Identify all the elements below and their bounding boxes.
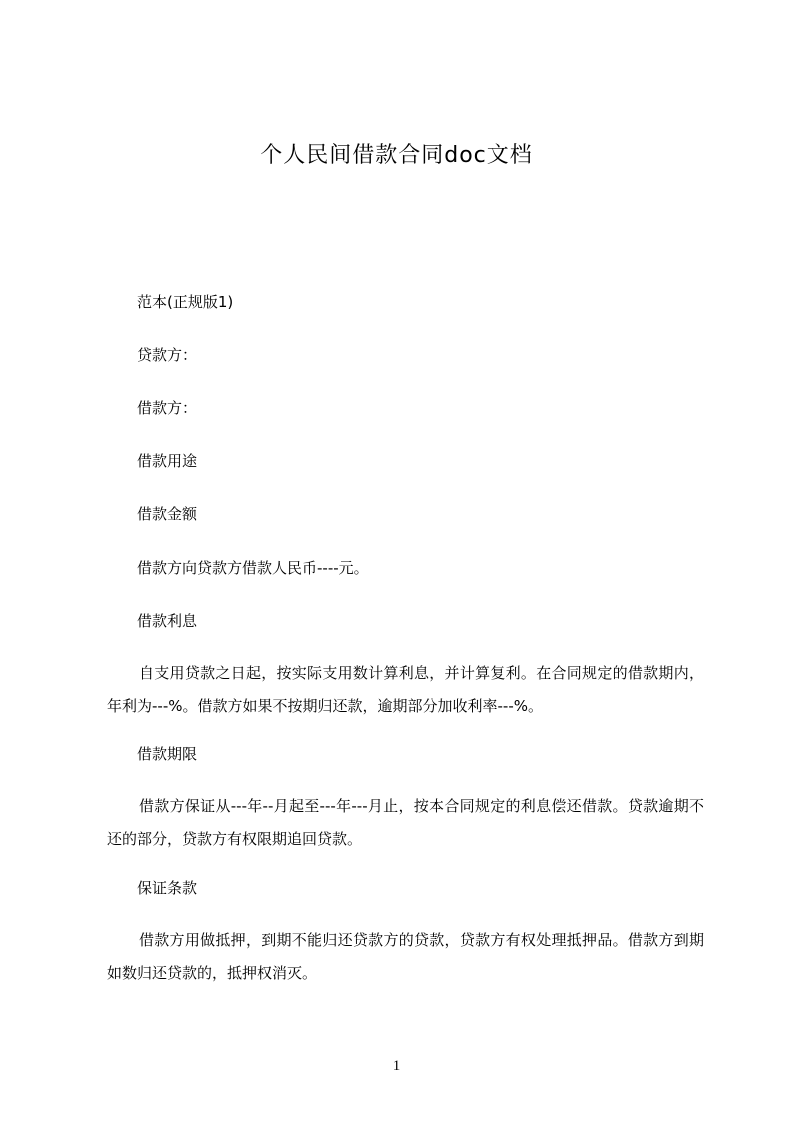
borrower-label: 借款方： [137,399,198,417]
document-title: 个人民间借款合同doc文档 [260,143,533,168]
interest-heading: 借款利息 [137,612,198,630]
term-heading: 借款期限 [137,745,198,763]
guarantee-heading: 保证条款 [137,879,198,897]
page-number: 1 [392,1058,401,1074]
term-paragraph: 借款方保证从---年--月起至---年---月止，按本合同规定的利息偿还借款。贷款逾期不还的部分，贷款方有权限期追回贷款。 [107,797,704,848]
guarantee-paragraph: 借款方用做抵押，到期不能归还贷款方的贷款，贷款方有权处理抵押品。借款方到期如数归还贷款的，抵押权消灭。 [107,931,704,982]
loan-amount-heading: 借款金额 [137,505,198,523]
lender-label: 贷款方： [137,346,198,364]
loan-amount-text: 借款方向贷款方借款人民币----元。 [137,559,369,577]
version-label: 范本(正规版1) [137,293,234,311]
loan-purpose-heading: 借款用途 [137,452,198,470]
interest-paragraph: 自支用贷款之日起，按实际支用数计算利息，并计算复利。在合同规定的借款期内，年利为---%。借款方如果不按期归还款，逾期部分加收利率---%。 [107,664,704,715]
